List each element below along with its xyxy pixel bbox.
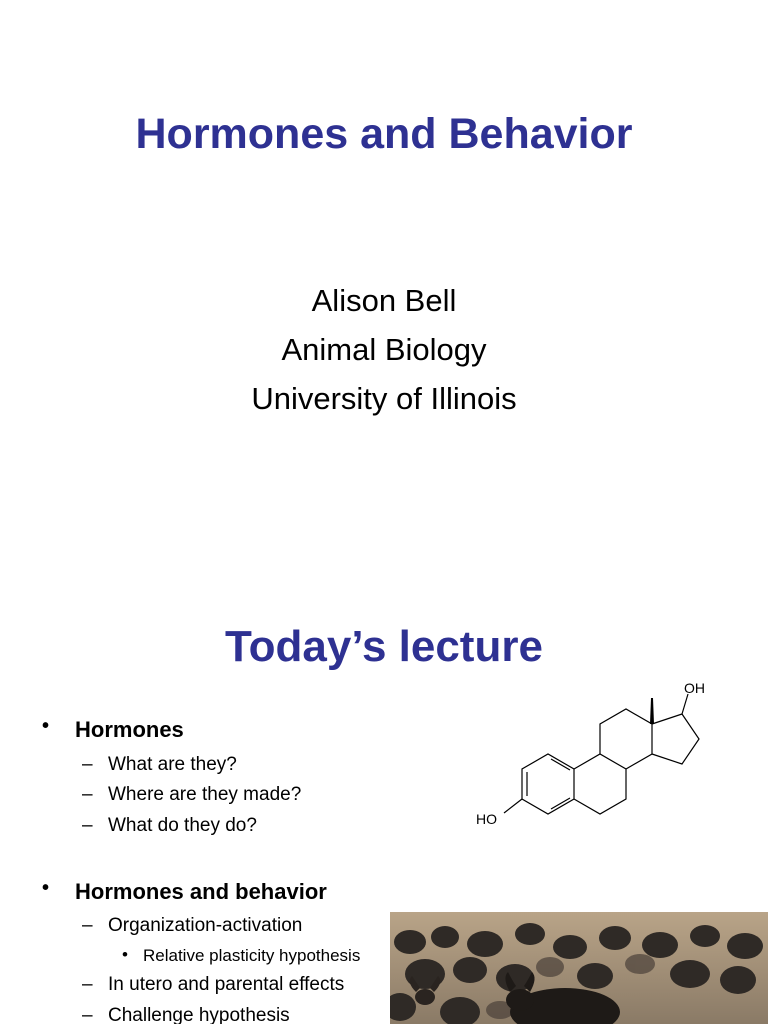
list-item-text: What do they do? — [108, 815, 257, 836]
institution-name: University of Illinois — [251, 381, 517, 416]
list-item-text: Challenge hypothesis — [108, 1005, 290, 1024]
list-item-text: What are they? — [108, 754, 237, 775]
dash: – — [82, 915, 93, 936]
lecture-outline-slide — [0, 576, 768, 1024]
slide-title: Hormones and Behavior — [135, 110, 633, 158]
dash: – — [82, 815, 93, 836]
hydroxyl-label: OH — [684, 680, 705, 696]
dash: – — [82, 1005, 93, 1024]
list-item-text: Where are they made? — [108, 784, 302, 805]
slide-title: Today’s lecture — [225, 622, 543, 671]
author-name: Alison Bell — [311, 283, 457, 318]
sub-list-item-text: Relative plasticity hypothesis — [143, 946, 361, 965]
list-item-text: In utero and parental effects — [108, 974, 345, 995]
bullet: • — [122, 945, 128, 964]
dash: – — [82, 784, 93, 805]
department-name: Animal Biology — [281, 332, 487, 367]
list-item-text: Organization-activation — [108, 915, 303, 936]
bullet: • — [42, 877, 50, 899]
dash: – — [82, 974, 93, 995]
hydroxyl-label: HO — [476, 811, 497, 827]
section-label: Hormones — [75, 717, 184, 742]
wildebeest-herd-photo — [390, 912, 768, 1024]
section-label: Hormones and behavior — [75, 879, 327, 904]
estradiol-structure-diagram — [470, 676, 730, 836]
bullet: • — [42, 715, 50, 737]
dash: – — [82, 754, 93, 775]
